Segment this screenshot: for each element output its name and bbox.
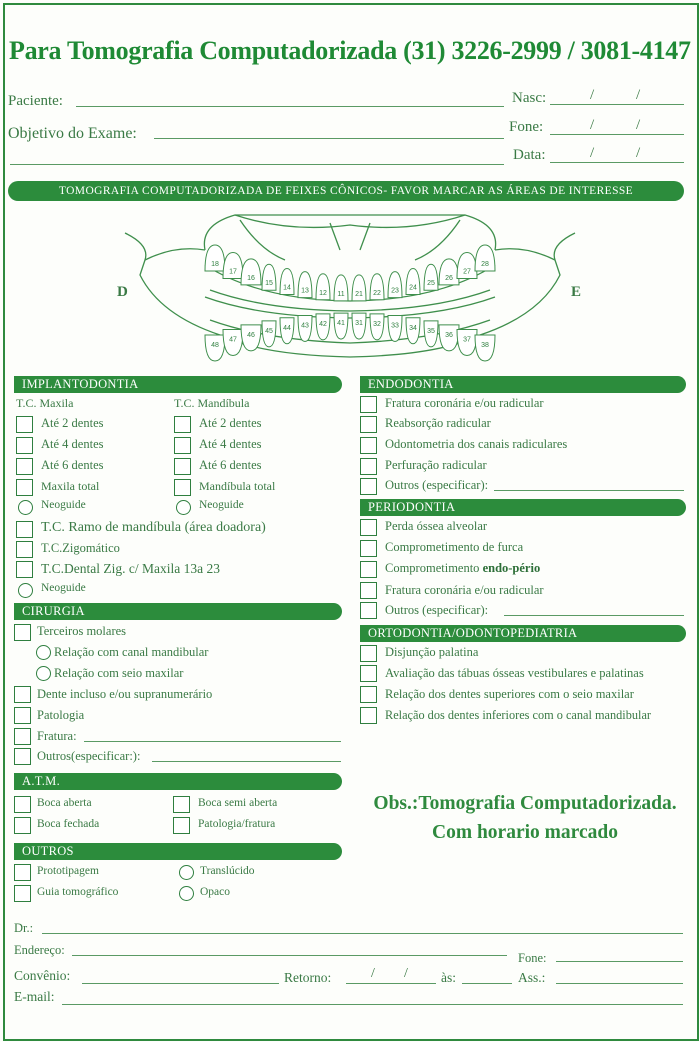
objetivo-field-2[interactable] xyxy=(10,164,504,165)
email-field[interactable] xyxy=(62,1004,683,1005)
perio-outros-label: Outros (especificar): xyxy=(385,603,489,617)
data-field[interactable] xyxy=(550,162,684,163)
retorno-field[interactable] xyxy=(346,983,436,984)
perfuracao-label: Perfuração radicular xyxy=(385,458,487,472)
mandibula-2-checkbox[interactable] xyxy=(174,416,191,433)
canal-radio[interactable] xyxy=(36,645,51,660)
mandibula-2-label: Até 2 dentes xyxy=(199,416,262,430)
side-label-left: E xyxy=(571,284,582,300)
upper-teeth-row xyxy=(205,245,495,301)
upper-tooth-label-13: 13 xyxy=(301,287,309,295)
ramo-checkbox[interactable] xyxy=(16,521,33,538)
retorno-sep: / xyxy=(404,966,408,981)
upper-tooth-label-14: 14 xyxy=(283,284,291,292)
mandibula-6-checkbox[interactable] xyxy=(174,458,191,475)
reabsorcao-label: Reabsorção radicular xyxy=(385,416,491,430)
periodontia-header: PERIODONTIA xyxy=(360,499,686,516)
date-sep: / xyxy=(636,87,641,103)
mandibula-4-checkbox[interactable] xyxy=(174,437,191,454)
cirurgia-header: CIRURGIA xyxy=(14,603,342,620)
boca-semi-checkbox[interactable] xyxy=(173,796,190,813)
fratura-label: Fratura: xyxy=(37,729,77,743)
upper-tooth-label-22: 22 xyxy=(373,289,381,297)
guia-checkbox[interactable] xyxy=(14,885,31,902)
obs-line-2: Com horario marcado xyxy=(432,822,618,843)
inferiores-label: Relação dos dentes inferiores com o canal mandibular xyxy=(385,708,651,722)
boca-semi-label: Boca semi aberta xyxy=(198,797,278,809)
seio-label: Relação com seio maxilar xyxy=(54,666,184,680)
nasc-label: Nasc: xyxy=(512,90,547,106)
mandibula-4-label: Até 4 dentes xyxy=(199,437,262,451)
date-sep: / xyxy=(590,145,595,161)
endo-outros-checkbox[interactable] xyxy=(360,478,377,495)
boca-fechada-checkbox[interactable] xyxy=(14,817,31,834)
disjuncao-checkbox[interactable] xyxy=(360,645,377,662)
upper-tooth-label-27: 27 xyxy=(463,268,471,276)
mandibula-total-label: Mandíbula total xyxy=(199,479,276,493)
ass-field[interactable] xyxy=(556,983,683,984)
lower-tooth-label-45: 45 xyxy=(265,327,273,335)
lower-tooth-label-33: 33 xyxy=(391,322,399,330)
mandibula-heading: T.C. Mandíbula xyxy=(174,396,250,410)
outros-cir-checkbox[interactable] xyxy=(14,748,31,765)
zig-neoguide-label: Neoguide xyxy=(41,582,86,594)
outros-cir-field[interactable] xyxy=(152,761,341,762)
endodontia-header: ENDODONTIA xyxy=(360,376,686,393)
fone-label: Fone: xyxy=(509,119,544,135)
perio-fratura-label: Fratura coronária e/ou radicular xyxy=(385,583,544,597)
upper-tooth-label-11: 11 xyxy=(337,290,345,298)
outros-header: OUTROS xyxy=(14,843,342,860)
opaco-radio[interactable] xyxy=(179,886,194,901)
terceiros-label: Terceiros molares xyxy=(37,624,127,638)
lower-tooth-label-36: 36 xyxy=(445,331,453,339)
mandibula-6-label: Até 6 dentes xyxy=(199,458,262,472)
prototipagem-label: Prototipagem xyxy=(37,865,99,877)
form-title: Para Tomografia Computadorizada (31) 3226-2999 / 3081-4147 xyxy=(9,36,691,65)
as-field[interactable] xyxy=(462,983,512,984)
data-label: Data: xyxy=(513,147,546,163)
endo-perio-label xyxy=(385,561,540,576)
disjuncao-label: Disjunção palatina xyxy=(385,645,479,659)
maxila-6-checkbox[interactable] xyxy=(16,458,33,475)
lower-tooth-label-46: 46 xyxy=(247,331,255,339)
upper-tooth-label-16: 16 xyxy=(247,274,255,282)
maxila-neoguide-radio[interactable] xyxy=(18,500,33,515)
upper-tooth-label-21: 21 xyxy=(355,290,363,298)
objetivo-field[interactable] xyxy=(154,138,504,139)
lower-tooth-label-42: 42 xyxy=(319,320,327,328)
prototipagem-checkbox[interactable] xyxy=(14,864,31,881)
boca-aberta-checkbox[interactable] xyxy=(14,796,31,813)
paciente-label: Paciente: xyxy=(8,93,63,109)
upper-tooth-label-15: 15 xyxy=(265,280,273,288)
upper-tooth-label-12: 12 xyxy=(319,289,327,297)
maxila-total-label: Maxila total xyxy=(41,479,100,493)
zig-neoguide-radio[interactable] xyxy=(18,583,33,598)
guia-label: Guia tomográfico xyxy=(37,886,119,898)
endo-perio-bold: endo-pério xyxy=(482,561,541,575)
endereco-label: Endereço: xyxy=(14,943,65,957)
date-sep: / xyxy=(636,117,641,133)
maxila-total-checkbox[interactable] xyxy=(16,479,33,496)
boca-aberta-label: Boca aberta xyxy=(37,797,92,809)
mandibula-total-checkbox[interactable] xyxy=(174,479,191,496)
dr-field[interactable] xyxy=(42,933,683,934)
mandibula-neoguide-radio[interactable] xyxy=(176,500,191,515)
perio-fratura-checkbox[interactable] xyxy=(360,582,377,599)
lower-tooth-label-37: 37 xyxy=(463,336,471,344)
odontometria-checkbox[interactable] xyxy=(360,437,377,454)
lower-tooth-label-32: 32 xyxy=(373,320,381,328)
translucido-label: Translúcido xyxy=(200,865,255,877)
endo-perio-text: Comprometimento xyxy=(385,561,483,575)
furca-checkbox[interactable] xyxy=(360,540,377,557)
zigomatico-checkbox[interactable] xyxy=(16,541,33,558)
lower-tooth-label-31: 31 xyxy=(355,320,363,328)
obs-line-1: Obs.:Tomografia Computadorizada. xyxy=(373,793,677,814)
maxila-4-label: Até 4 dentes xyxy=(41,437,104,451)
convenio-label: Convênio: xyxy=(14,968,71,983)
perio-outros-checkbox[interactable] xyxy=(360,602,377,619)
upper-tooth-label-18: 18 xyxy=(211,261,219,268)
translucido-radio[interactable] xyxy=(179,865,194,880)
endo-fratura-checkbox[interactable] xyxy=(360,396,377,413)
endereco-field[interactable] xyxy=(72,955,507,956)
implantodontia-header: IMPLANTODONTIA xyxy=(14,376,342,393)
inferiores-checkbox[interactable] xyxy=(360,707,377,724)
date-sep: / xyxy=(590,87,595,103)
terceiros-checkbox[interactable] xyxy=(14,624,31,641)
as-label: às: xyxy=(441,970,456,985)
dental-zig-label: T.C.Dental Zig. c/ Maxila 13a 23 xyxy=(41,561,220,576)
endo-outros-field[interactable] xyxy=(494,490,684,491)
ramo-label: T.C. Ramo de mandíbula (área doadora) xyxy=(41,520,266,535)
lower-tooth-label-48: 48 xyxy=(211,342,219,349)
lower-tooth-label-44: 44 xyxy=(283,324,291,332)
superiores-label: Relação dos dentes superiores com o seio maxilar xyxy=(385,687,634,701)
lower-teeth-row xyxy=(205,313,495,361)
dental-zig-checkbox[interactable] xyxy=(16,561,33,578)
cbct-banner: TOMOGRAFIA COMPUTADORIZADA DE FEIXES CÔNICOS- FAVOR MARCAR AS ÁREAS DE INTERESSE xyxy=(8,181,684,201)
perda-ossea-checkbox[interactable] xyxy=(360,519,377,536)
perio-outros-field[interactable] xyxy=(504,615,684,616)
atm-header: A.T.M. xyxy=(14,773,342,790)
maxila-neoguide-label: Neoguide xyxy=(41,499,86,511)
lower-tooth-label-43: 43 xyxy=(301,322,309,330)
side-label-right: D xyxy=(117,284,128,300)
canal-label: Relação com canal mandibular xyxy=(54,645,209,659)
upper-tooth-label-24: 24 xyxy=(409,284,417,292)
patologia-atm-checkbox[interactable] xyxy=(173,817,190,834)
fone-field[interactable] xyxy=(550,134,684,135)
furca-label: Comprometimento de furca xyxy=(385,540,524,554)
ass-label: Ass.: xyxy=(518,970,546,985)
upper-tooth-label-25: 25 xyxy=(427,280,435,288)
maxila-heading: T.C. Maxila xyxy=(16,396,74,410)
lower-tooth-label-34: 34 xyxy=(409,324,417,332)
retorno-sep: / xyxy=(371,966,375,981)
footer-fone-label: Fone: xyxy=(518,951,547,965)
dr-label: Dr.: xyxy=(14,921,34,935)
paciente-field[interactable] xyxy=(76,106,504,107)
footer-fone-field[interactable] xyxy=(556,961,683,962)
convenio-field[interactable] xyxy=(82,983,279,984)
perfuracao-checkbox[interactable] xyxy=(360,458,377,475)
maxila-2-checkbox[interactable] xyxy=(16,416,33,433)
lower-tooth-label-41: 41 xyxy=(337,320,345,328)
tabuas-checkbox[interactable] xyxy=(360,665,377,682)
lower-tooth-label-38: 38 xyxy=(481,342,489,349)
upper-tooth-label-28: 28 xyxy=(481,261,489,268)
opaco-label: Opaco xyxy=(200,886,231,898)
maxila-4-checkbox[interactable] xyxy=(16,437,33,454)
patologia-label: Patologia xyxy=(37,708,85,722)
date-sep: / xyxy=(636,145,641,161)
maxila-2-label: Até 2 dentes xyxy=(41,416,104,430)
odontometria-label: Odontometria dos canais radiculares xyxy=(385,437,568,451)
mandibula-neoguide-label: Neoguide xyxy=(199,499,244,511)
nasc-field[interactable] xyxy=(550,104,684,105)
retorno-label: Retorno: xyxy=(284,970,332,985)
endo-fratura-label: Fratura coronária e/ou radicular xyxy=(385,396,544,410)
upper-tooth-label-17: 17 xyxy=(229,268,237,276)
lower-tooth-label-47: 47 xyxy=(229,336,237,344)
ortodontia-header: ORTODONTIA/ODONTOPEDIATRIA xyxy=(360,625,686,642)
perda-ossea-label: Perda óssea alveolar xyxy=(385,519,488,533)
endo-perio-checkbox[interactable] xyxy=(360,561,377,578)
tabuas-label: Avaliação das tábuas ósseas vestibulares e palatinas xyxy=(385,666,644,680)
dental-arch-diagram[interactable] xyxy=(0,205,700,375)
patologia-atm-label: Patologia/fratura xyxy=(198,818,276,830)
fratura-field[interactable] xyxy=(84,741,341,742)
dente-incluso-checkbox[interactable] xyxy=(14,686,31,703)
zigomatico-label: T.C.Zigomático xyxy=(41,541,120,555)
maxila-6-label: Até 6 dentes xyxy=(41,458,104,472)
dente-incluso-label: Dente incluso e/ou supranumerário xyxy=(37,687,213,701)
superiores-checkbox[interactable] xyxy=(360,686,377,703)
upper-tooth-label-26: 26 xyxy=(445,274,453,282)
fratura-checkbox[interactable] xyxy=(14,728,31,745)
objetivo-label: Objetivo do Exame: xyxy=(8,125,137,142)
patologia-checkbox[interactable] xyxy=(14,707,31,724)
date-sep: / xyxy=(590,117,595,133)
seio-radio[interactable] xyxy=(36,666,51,681)
lower-tooth-label-35: 35 xyxy=(427,327,435,335)
endo-outros-label: Outros (especificar): xyxy=(385,478,489,492)
email-label: E-mail: xyxy=(14,989,55,1004)
reabsorcao-checkbox[interactable] xyxy=(360,416,377,433)
boca-fechada-label: Boca fechada xyxy=(37,818,100,830)
upper-tooth-label-23: 23 xyxy=(391,287,399,295)
outros-cir-label: Outros(especificar:): xyxy=(37,749,141,763)
